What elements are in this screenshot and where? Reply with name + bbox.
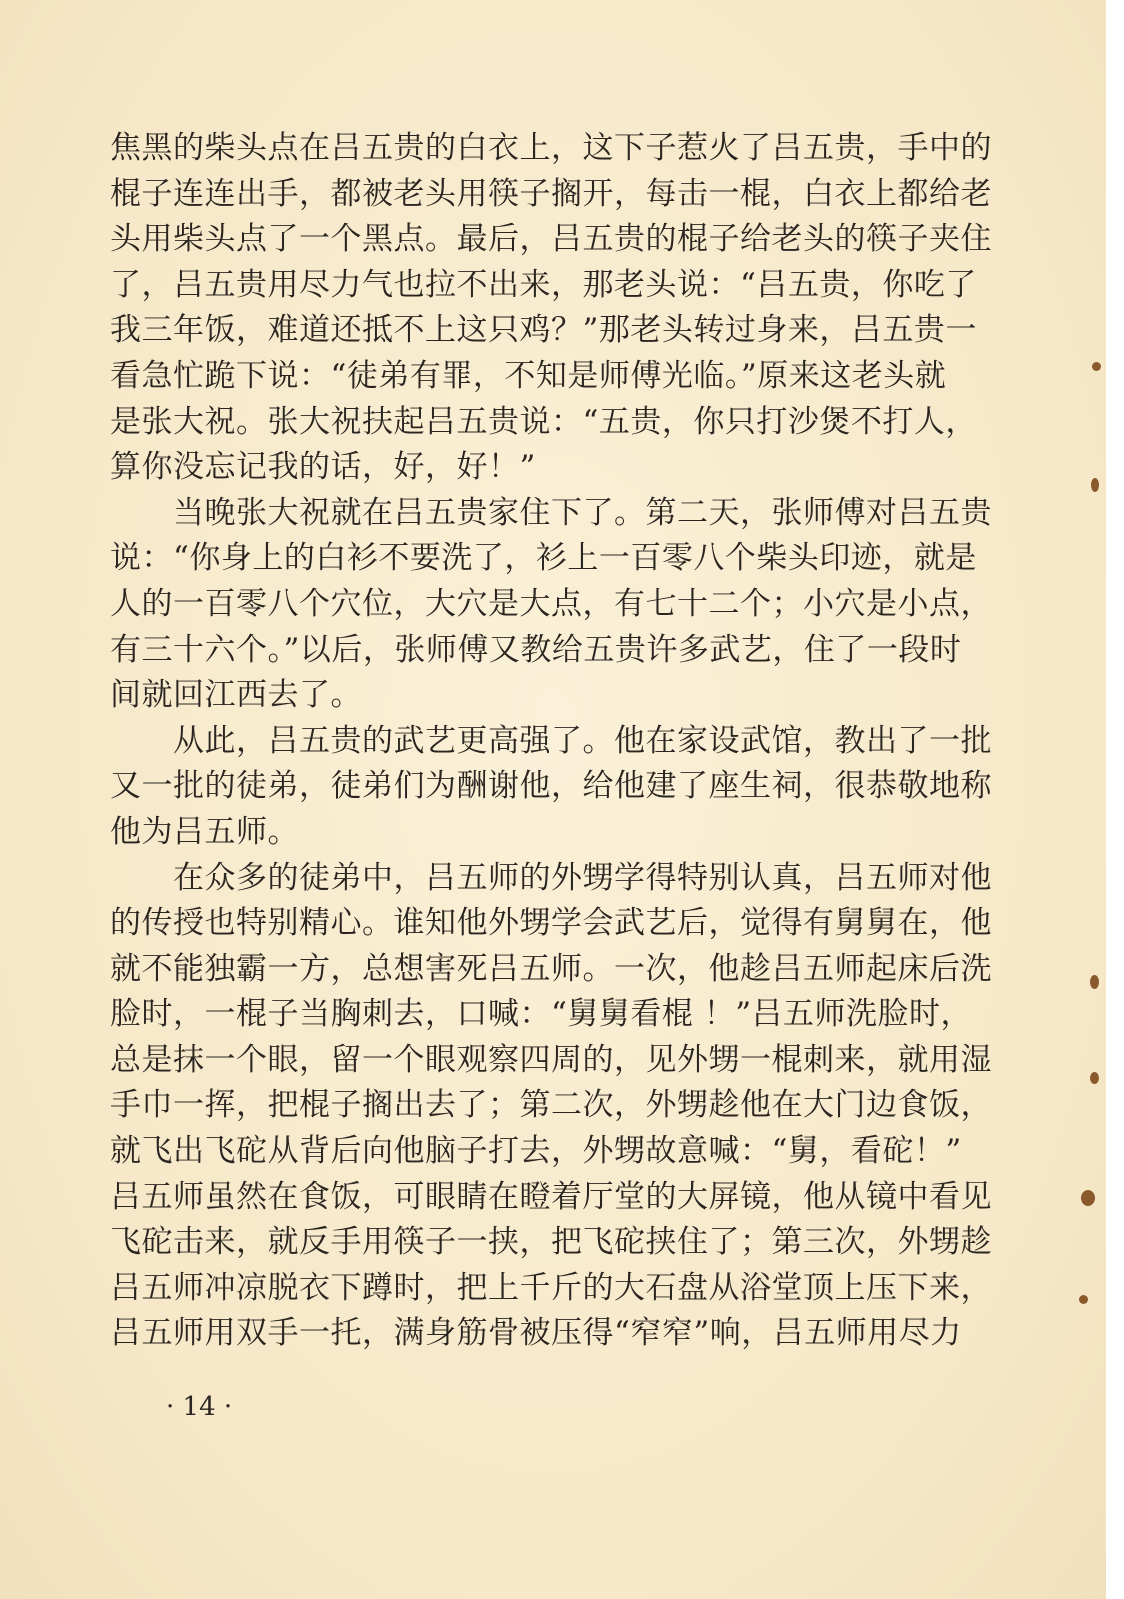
text-line: 棍子连连出手，都被老头用筷子搁开，每击一棍，白衣上都给老 xyxy=(110,175,992,212)
text-line: 吕五师虽然在食饭，可眼睛在瞪着厅堂的大屏镜，他从镜中看见 xyxy=(110,1178,992,1215)
binding-hole-mark xyxy=(1090,1072,1099,1084)
text-line: 手巾一挥，把棍子搁出去了；第二次，外甥趁他在大门边食饭， xyxy=(110,1087,992,1124)
binding-hole-mark xyxy=(1081,1190,1095,1206)
text-line: 又一批的徒弟，徒弟们为酬谢他，给他建了座生祠，很恭敬地称 xyxy=(110,768,992,805)
text-line: 算你没忘记我的话，好，好！” xyxy=(110,449,536,486)
text-line: 他为吕五师。 xyxy=(110,813,299,850)
text-line: 了，吕五贵用尽力气也拉不出来，那老头说：“吕五贵，你吃了 xyxy=(110,266,977,303)
text-line: 看急忙跪下说：“徒弟有罪，不知是师傅光临。”原来这老头就 xyxy=(110,357,947,394)
text-line: 就不能独霸一方，总想害死吕五师。一次，他趁吕五师起床后洗 xyxy=(110,950,992,987)
text-line: 当晚张大祝就在吕五贵家住下了。第二天，张师傅对吕五贵 xyxy=(110,494,992,531)
text-line: 的传授也特别精心。谁知他外甥学会武艺后，觉得有舅舅在，他 xyxy=(110,905,992,942)
binding-hole-mark xyxy=(1091,478,1099,492)
text-line: 从此，吕五贵的武艺更高强了。他在家设武馆，教出了一批 xyxy=(110,722,992,759)
binding-hole-mark xyxy=(1079,1295,1088,1304)
text-line: 就飞出飞砣从背后向他脑子打去，外甥故意喊：“舅，看砣！” xyxy=(110,1133,962,1170)
text-line: 在众多的徒弟中，吕五师的外甥学得特别认真，吕五师对他 xyxy=(110,859,992,896)
body-text xyxy=(110,126,1050,1357)
text-line: 焦黑的柴头点在吕五贵的白衣上，这下子惹火了吕五贵，手中的 xyxy=(110,130,992,166)
text-line: 说：“你身上的白衫不要洗了，衫上一百零八个柴头印迹，就是 xyxy=(110,540,977,577)
text-line: 总是抹一个眼，留一个眼观察四周的，见外甥一棍刺来，就用湿 xyxy=(110,1041,992,1078)
page-number: · 14 · xyxy=(166,1392,233,1422)
text-line: 吕五师用双手一托，满身筋骨被压得“窄窄”响，吕五师用尽力 xyxy=(110,1315,962,1352)
text-line: 头用柴头点了一个黑点。最后，吕五贵的棍子给老头的筷子夹住 xyxy=(110,221,992,258)
binding-hole-mark xyxy=(1092,362,1101,371)
text-line: 间就回江西去了。 xyxy=(110,677,362,714)
text-line: 人的一百零八个穴位，大穴是大点，有七十二个；小穴是小点， xyxy=(110,585,992,622)
text-line: 脸时，一棍子当胸刺去，口喊：“舅舅看棍 ！”吕五师洗脸时， xyxy=(110,996,973,1033)
text-line: 有三十六个。”以后，张师傅又教给五贵许多武艺，住了一段时 xyxy=(110,631,962,668)
text-line: 是张大祝。张大祝扶起吕五贵说：“五贵，你只打沙煲不打人， xyxy=(110,403,977,440)
binding-hole-mark xyxy=(1090,975,1099,989)
text-line: 飞砣击来，就反手用筷子一挟，把飞砣挟住了；第三次，外甥趁 xyxy=(110,1224,992,1261)
text-line: 吕五师冲凉脱衣下蹲时，把上千斤的大石盘从浴堂顶上压下来， xyxy=(110,1269,992,1306)
text-line: 我三年饭，难道还抵不上这只鸡？”那老头转过身来，吕五贵一 xyxy=(110,312,977,349)
